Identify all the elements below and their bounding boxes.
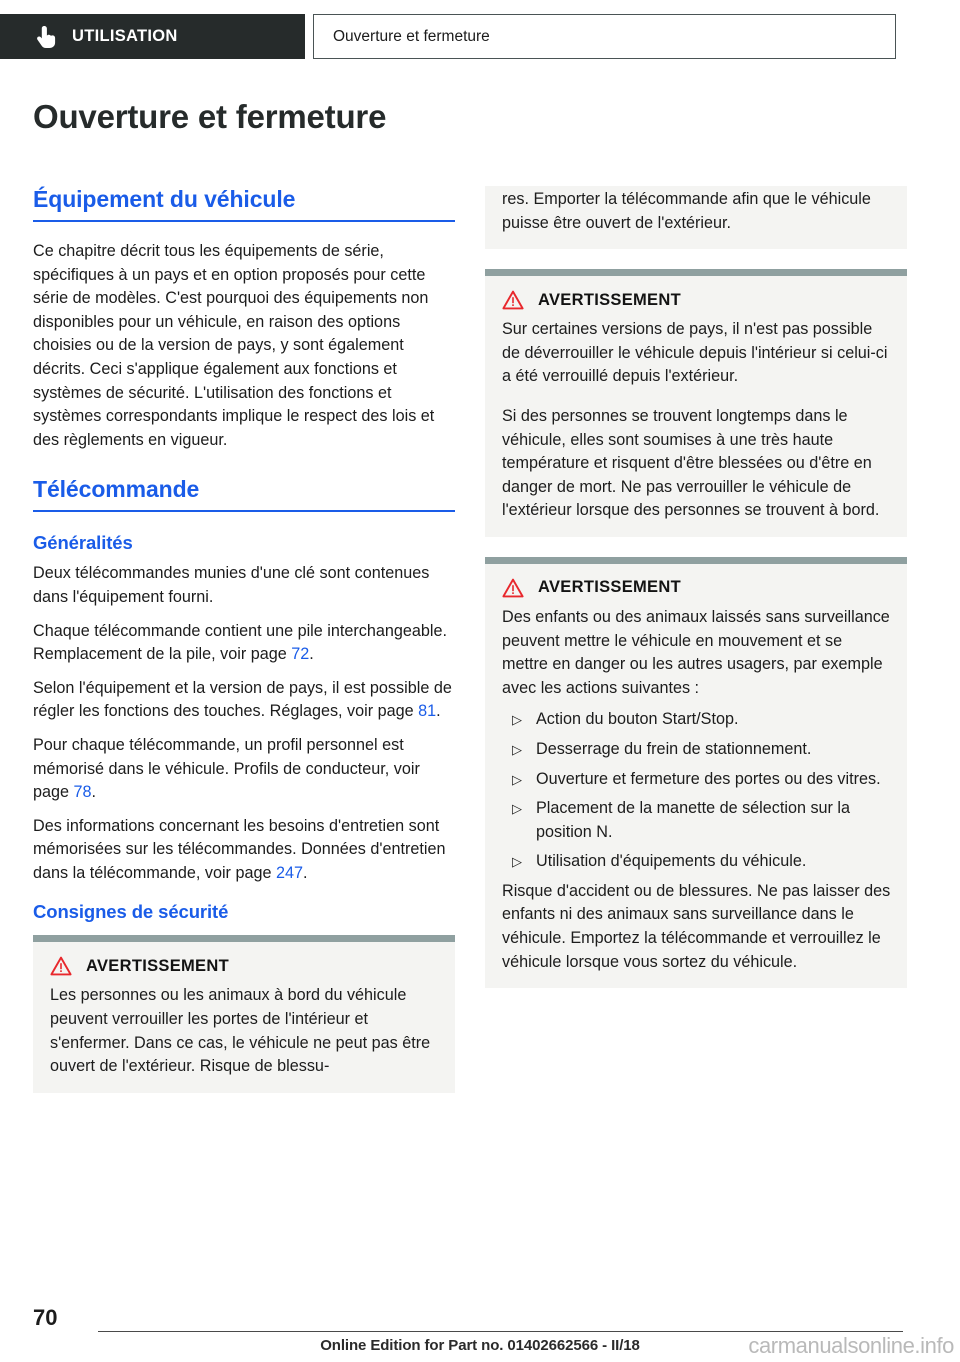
subheading-consignes-de-securite: Consignes de sécurité	[33, 901, 229, 923]
page-header	[0, 14, 960, 59]
paragraph-text-end: .	[91, 783, 97, 802]
bullet-marker-icon: ▷	[512, 712, 522, 728]
list-item	[502, 797, 891, 844]
right-column	[485, 186, 907, 988]
paragraph-profil-personnel	[33, 734, 455, 805]
paragraph-text-end: .	[436, 702, 441, 721]
warning-triangle-icon	[50, 956, 72, 976]
paragraph-text: Pour chaque télécommande, un profil personnel est mémorisé dans le véhicule. Profils de conducteur, voir page	[33, 735, 420, 802]
warning-box-2	[485, 269, 907, 537]
paragraph-text: Des informations concernant les besoins d'entretien sont mémorisées sur les télécommandes. Données d'entretien dans la télécommande, voir page	[33, 816, 446, 882]
paragraph-donnees-entretien	[33, 815, 455, 886]
section-tab[interactable]	[313, 14, 896, 59]
list-item-label: Placement de la manette de sélection sur la position N.	[536, 799, 851, 841]
bullet-marker-icon: ▷	[512, 854, 522, 870]
warning-bullet-list	[502, 708, 891, 874]
list-item-label: Ouverture et fermeture des portes ou des vitres.	[536, 769, 881, 788]
page-number: 70	[33, 1305, 58, 1330]
warning-paragraph-1: Sur certaines versions de pays, il n'est pas possible de déverrouiller le véhicule depuis l'intérieur si celui-ci a été verrouillé depuis l'extérieur.	[502, 320, 888, 386]
list-item	[502, 850, 891, 874]
warning-title: AVERTISSEMENT	[538, 578, 681, 597]
warning-paragraph-2: Risque d'accident ou de blessures. Ne pas laisser des enfants ni des animaux sans surveillance dans le véhicule. Emportez la télécommande et verrouillez le véhicule lorsque vous sortez du véhicule.	[502, 881, 891, 971]
page-title: Ouverture et fermeture	[33, 98, 387, 135]
warning-triangle-icon	[502, 578, 524, 598]
list-item	[502, 738, 891, 762]
paragraph-pile-interchangeable	[33, 620, 455, 667]
list-item	[502, 768, 891, 792]
list-item-label: Utilisation d'équipements du véhicule.	[536, 852, 807, 871]
warning-header	[502, 578, 891, 598]
paragraph-deux-telecommandes: Deux télécommandes munies d'une clé sont contenues dans l'équipement fourni.	[33, 564, 430, 606]
page-reference-link[interactable]: 78	[73, 783, 92, 802]
paragraph-text: Chaque télécommande contient une pile interchangeable. Remplacement de la pile, voir page	[33, 621, 447, 664]
bullet-marker-icon: ▷	[512, 801, 522, 817]
chapter-tab-label: UTILISATION	[72, 27, 178, 45]
page-reference-link[interactable]: 81	[418, 702, 437, 721]
list-item-label: Desserrage du frein de stationnement.	[536, 739, 812, 758]
footer-edition-text: Online Edition for Part no. 01402662566 - II/18	[320, 1337, 640, 1354]
warning-triangle-icon	[502, 290, 524, 310]
warning-title: AVERTISSEMENT	[86, 956, 229, 975]
heading-equipement-du-vehicule: Équipement du véhicule	[33, 186, 455, 222]
list-item-label: Action du bouton Start/Stop.	[536, 710, 739, 729]
paragraph-text-end: .	[302, 863, 308, 882]
warning-box-3	[485, 557, 907, 988]
heading-telecommande: Télécommande	[33, 476, 455, 512]
left-column	[33, 186, 455, 1093]
paragraph-text-end: .	[309, 645, 314, 664]
paragraph-reglages-touches	[33, 677, 455, 724]
list-item	[502, 708, 891, 732]
bullet-marker-icon: ▷	[512, 771, 522, 787]
warning-paragraph-2: Si des personnes se trouvent longtemps dans le véhicule, elles sont soumises à une très haute température et risquent d'être blessées ou d'être en danger de mort. Ne pas verrouiller le véhicule de l'extérieur lorsque des personnes se trouvent à bord.	[502, 406, 880, 520]
warning-box-1-continuation	[485, 186, 907, 249]
bullet-marker-icon: ▷	[512, 741, 522, 757]
warning-header	[502, 290, 891, 310]
pointing-hand-icon	[36, 25, 56, 49]
page-reference-link[interactable]: 247	[275, 863, 303, 882]
footer-divider	[98, 1331, 903, 1332]
warning-text: Les personnes ou les animaux à bord du véhicule peuvent verrouiller les portes de l'intérieur et s'enfermer. Dans ce cas, le véhicule ne peut pas être ouvert de l'extérieur. Risque de blessu-	[50, 986, 431, 1076]
warning-paragraph-1: Des enfants ou des animaux laissés sans surveillance peuvent mettre le véhicule en mouvement et se mettre en danger ou les autres usagers, par exemple avec les actions suivantes :	[502, 607, 890, 697]
section-tab-label: Ouverture et fermeture	[333, 27, 490, 45]
footer-watermark: carmanualsonline.info	[748, 1333, 954, 1358]
warning-text-continued: res. Emporter la télécommande afin que le véhicule puisse être ouvert de l'extérieur.	[502, 190, 871, 232]
page-reference-link[interactable]: 72	[291, 645, 310, 664]
warning-header	[50, 956, 439, 976]
warning-box-1	[33, 935, 455, 1092]
warning-title: AVERTISSEMENT	[538, 290, 681, 309]
subheading-generalites: Généralités	[33, 532, 133, 554]
chapter-tab[interactable]	[0, 14, 305, 59]
paragraph-text: Selon l'équipement et la version de pays, il est possible de régler les fonctions des touches. Réglages, voir page	[33, 678, 452, 721]
intro-paragraph: Ce chapitre décrit tous les équipements de série, spécifiques à un pays et en option proposés pour cette série de modèles. C'est pourquoi des équipements non disponibles pour un véhicule, en raison des options choisies ou de la version de pays, y sont également décrits. Ceci s'applique également aux fonctions et systèmes de sécurité. L'utilisation des fonctions et systèmes correspondants implique le respect des lois et des règlements en vigueur.	[33, 242, 435, 449]
